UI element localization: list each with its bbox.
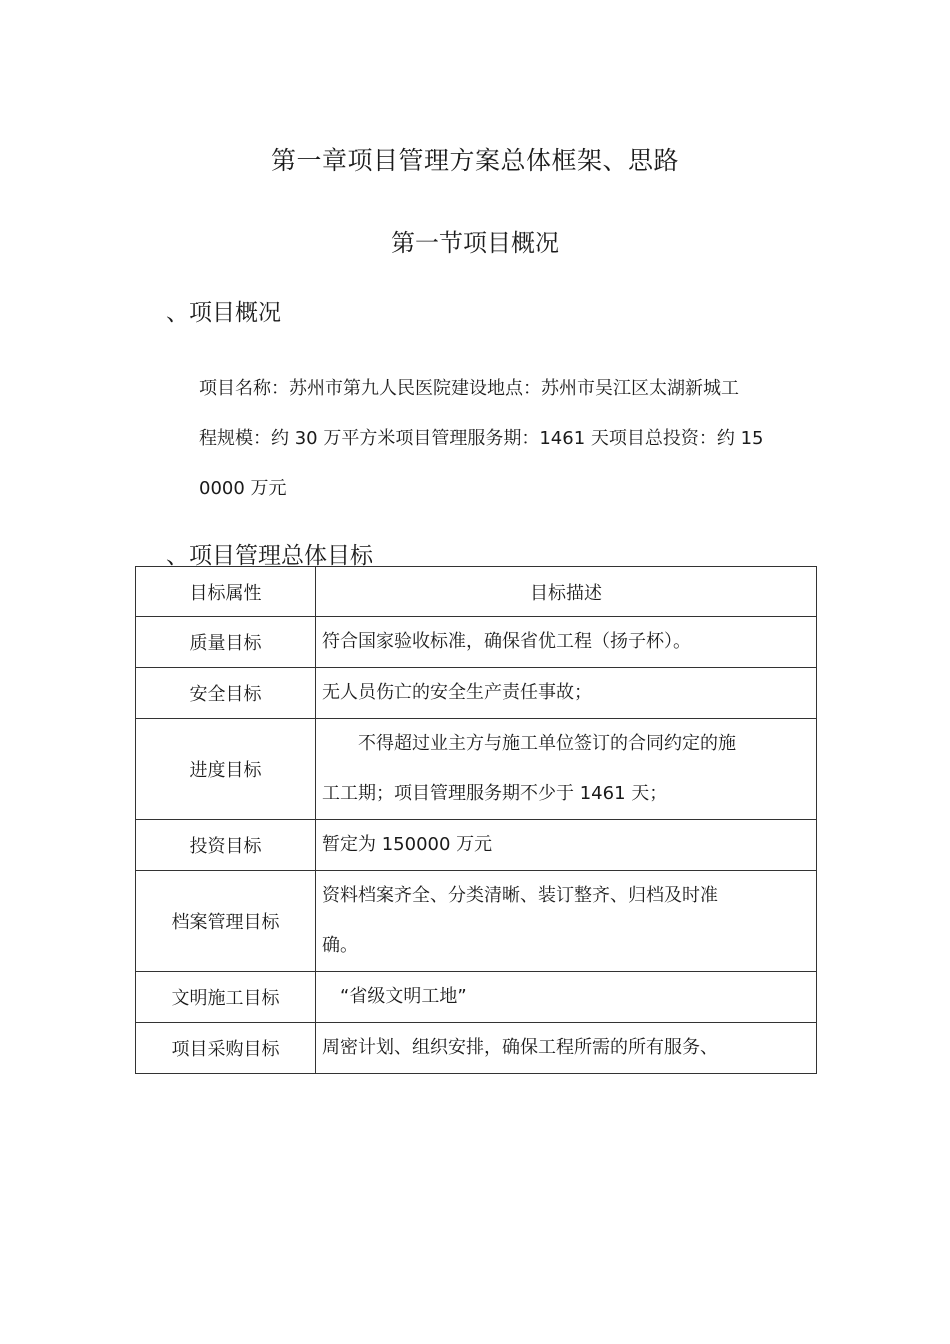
row-attr: 质量目标 [136,617,316,668]
chapter-title: 第一章项目管理方案总体框架、思路 [270,146,679,175]
table-header-row [136,567,817,617]
row-attr: 档案管理目标 [136,871,316,972]
row-attr: 文明施工目标 [136,972,316,1023]
heading-management-goals: 、项目管理总体目标 [166,543,373,569]
overview-line: 程规模：约 30 万平方米项目管理服务期：1461 天项目总投资：约 15 [199,428,764,449]
header-attr: 目标属性 [136,567,316,617]
row-desc: 资料档案齐全、分类清晰、装订整齐、归档及时准 确。 [316,871,817,972]
row-attr: 项目采购目标 [136,1023,316,1074]
table-row [136,972,817,1023]
row-desc: “省级文明工地” [316,972,817,1023]
table-row [136,719,817,820]
table-row [136,820,817,871]
table-row [136,871,817,972]
row-desc: 符合国家验收标准，确保省优工程（扬子杯）。 [316,617,817,668]
row-attr: 安全目标 [136,668,316,719]
goals-table [135,566,817,1074]
row-desc: 不得超过业主方与施工单位签订的合同约定的施 工工期；项目管理服务期不少于 1461 天； [316,719,817,820]
row-desc: 暂定为 150000 万元 [316,820,817,871]
section-title: 第一节项目概况 [391,229,559,257]
project-overview-paragraph [199,364,819,514]
row-attr: 投资目标 [136,820,316,871]
row-attr: 进度目标 [136,719,316,820]
row-desc: 无人员伤亡的安全生产责任事故； [316,668,817,719]
table-row [136,668,817,719]
table-row [136,617,817,668]
table-row [136,1023,817,1074]
row-desc: 周密计划、组织安排，确保工程所需的所有服务、 [316,1023,817,1074]
overview-line: 项目名称：苏州市第九人民医院建设地点：苏州市吴江区太湖新城工 [199,378,739,399]
heading-project-overview: 、项目概况 [166,300,281,326]
header-desc: 目标描述 [316,567,817,617]
overview-line: 0000 万元 [199,478,287,499]
